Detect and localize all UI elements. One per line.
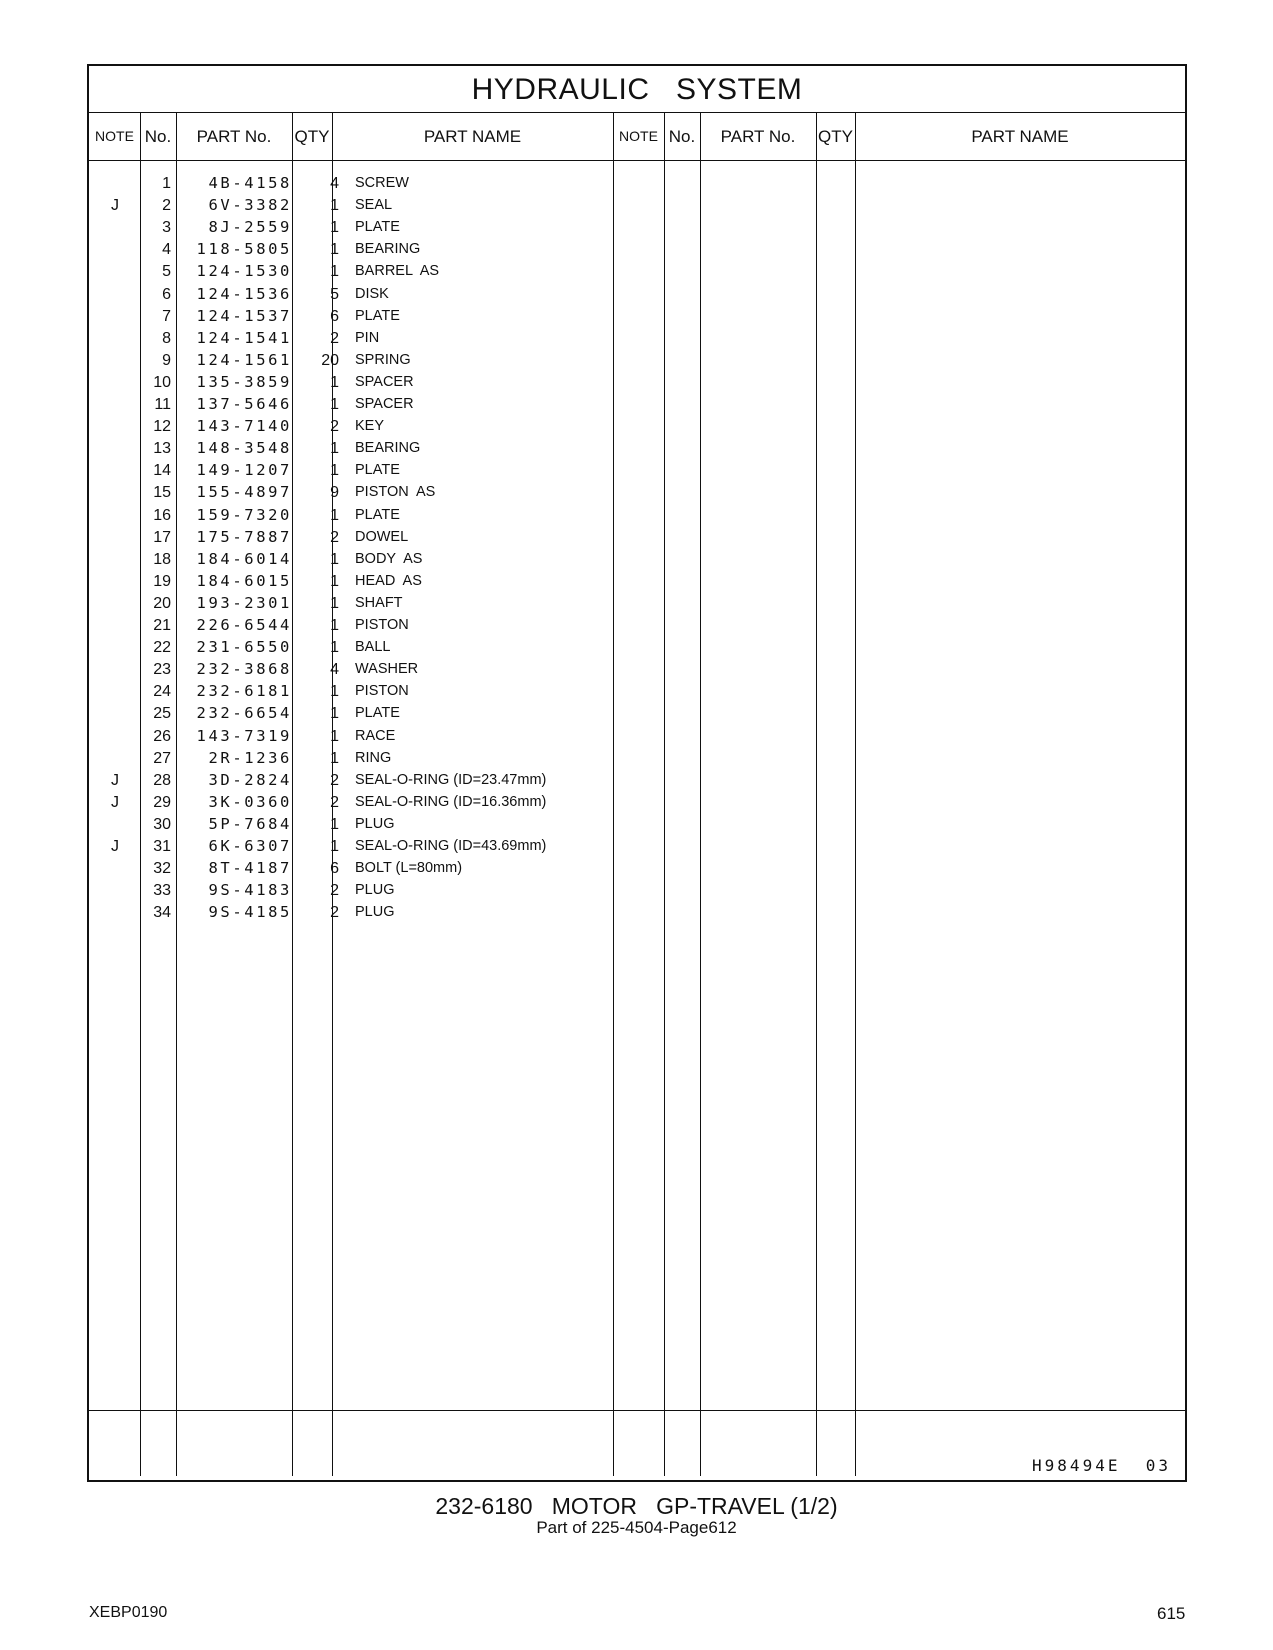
quantity-cell: 1	[330, 550, 339, 568]
item-number-cell: 27	[153, 749, 171, 767]
table-row	[89, 680, 1185, 703]
item-number-cell: 4	[162, 241, 171, 259]
part-number-cell: 231-6550	[196, 638, 292, 657]
part-name-cell: PLATE	[355, 307, 400, 324]
part-number-cell: 8J-2559	[208, 218, 292, 237]
quantity-cell: 1	[330, 506, 339, 524]
table-row	[89, 216, 1185, 239]
item-number-cell: 24	[153, 683, 171, 701]
part-name-cell: DOWEL	[355, 528, 409, 545]
item-number-cell: 21	[153, 617, 171, 634]
table-bottom-rule	[89, 1410, 1185, 1411]
part-number-cell: 137-5646	[196, 395, 292, 413]
item-number-cell: 18	[153, 550, 171, 568]
quantity-cell: 1	[330, 263, 339, 281]
table-row	[89, 283, 1185, 306]
part-name-cell: BEARING	[355, 241, 421, 258]
quantity-cell: 2	[330, 771, 339, 789]
part-number-cell: 159-7320	[196, 505, 292, 524]
table-row	[89, 459, 1185, 482]
part-name-cell: PLUG	[355, 882, 395, 899]
part-name-cell: BALL	[355, 639, 391, 656]
header-qty-right: QTY	[818, 127, 853, 146]
part-name-cell: SEAL-O-RING (ID=43.69mm)	[355, 838, 547, 854]
table-row	[89, 504, 1185, 527]
header-qty: QTY	[294, 127, 330, 146]
item-number-cell: 22	[153, 639, 171, 657]
item-number-cell: 17	[153, 528, 171, 546]
part-name-cell: PLUG	[355, 904, 395, 921]
part-name-cell: PLATE	[355, 705, 400, 722]
part-name-cell: SEAL-O-RING (ID=16.36mm)	[355, 793, 547, 810]
item-number-cell: 2	[162, 197, 171, 215]
quantity-cell: 1	[330, 838, 339, 855]
table-row	[89, 658, 1185, 681]
table-row	[89, 570, 1185, 593]
part-number-cell: 143-7319	[196, 726, 292, 745]
quantity-cell: 1	[330, 683, 339, 701]
part-name-cell: SCREW	[355, 175, 409, 191]
item-number-cell: 6	[162, 285, 171, 303]
part-number-cell: 124-1561	[196, 350, 292, 369]
part-name-cell: BODY AS	[355, 550, 423, 567]
part-name-cell: BOLT (L=80mm)	[355, 860, 463, 877]
note-cell: J	[111, 838, 119, 855]
part-number-cell: 124-1541	[196, 328, 292, 347]
part-number-cell: 9S-4183	[208, 881, 292, 900]
item-number-cell: 28	[153, 771, 171, 789]
part-number-cell: 193-2301	[196, 593, 292, 612]
part-number-cell: 4B-4158	[208, 174, 292, 192]
item-number-cell: 33	[153, 882, 171, 900]
header-rule	[89, 160, 1185, 161]
table-row	[89, 238, 1185, 261]
table-row	[89, 879, 1185, 902]
table-row	[89, 548, 1185, 571]
part-number-cell: 184-6015	[196, 571, 292, 590]
part-number-cell: 118-5805	[196, 240, 292, 259]
quantity-cell: 1	[330, 749, 339, 767]
part-name-cell: KEY	[355, 418, 385, 435]
part-name-cell: PISTON AS	[355, 484, 436, 501]
quantity-cell: 1	[330, 594, 339, 612]
part-name-cell: PISTON	[355, 683, 409, 700]
item-number-cell: 9	[162, 351, 171, 369]
part-number-cell: 143-7140	[196, 417, 292, 436]
drawing-code: H98494E 03	[1032, 1456, 1171, 1475]
part-number-cell: 232-6181	[196, 682, 292, 701]
item-number-cell: 32	[153, 860, 171, 878]
header-part-name-right: PART NAME	[971, 127, 1069, 146]
part-name-cell: PLATE	[355, 462, 400, 479]
part-name-cell: SPRING	[355, 351, 411, 368]
item-number-cell: 20	[153, 594, 171, 612]
table-row	[89, 327, 1185, 350]
part-number-cell: 124-1530	[196, 262, 292, 281]
item-number-cell: 1	[162, 175, 171, 192]
part-name-cell: SEAL-O-RING (ID=23.47mm)	[355, 771, 547, 788]
table-row	[89, 636, 1185, 659]
part-name-cell: PLATE	[355, 219, 400, 236]
item-number-cell: 14	[153, 462, 171, 480]
header-part-name: PART NAME	[423, 127, 522, 146]
part-name-cell: DISK	[355, 285, 389, 302]
item-number-cell: 12	[153, 418, 171, 436]
item-number-cell: 3	[162, 219, 171, 237]
table-row	[89, 393, 1185, 416]
part-name-cell: PLATE	[355, 506, 400, 523]
table-row	[89, 702, 1185, 725]
quantity-cell: 2	[330, 528, 339, 546]
header-part-no-right: PART No.	[720, 127, 796, 146]
part-name-cell: HEAD AS	[355, 572, 422, 589]
quantity-cell: 20	[321, 351, 339, 369]
item-number-cell: 7	[162, 307, 171, 325]
quantity-cell: 6	[330, 307, 339, 325]
note-cell: J	[111, 771, 119, 789]
item-number-cell: 15	[153, 484, 171, 502]
quantity-cell: 2	[330, 793, 339, 811]
part-number-cell: 9S-4185	[208, 903, 292, 922]
assembly-caption: 232-6180 MOTOR GP-TRAVEL (1/2)	[435, 1493, 838, 1519]
table-row	[89, 305, 1185, 328]
note-cell: J	[111, 197, 119, 215]
item-number-cell: 30	[153, 815, 171, 833]
table-row	[89, 747, 1185, 770]
table-row	[89, 835, 1185, 858]
item-number-cell: 23	[153, 661, 171, 679]
table-row	[89, 592, 1185, 615]
table-row	[89, 194, 1185, 217]
quantity-cell: 1	[330, 440, 339, 458]
header-note-right: NOTE	[619, 128, 658, 144]
part-number-cell: 8T-4187	[208, 859, 292, 878]
item-number-cell: 10	[153, 373, 171, 391]
note-cell: J	[111, 793, 119, 811]
header-no: No.	[144, 127, 172, 146]
part-name-cell: PISTON	[355, 617, 409, 633]
item-number-cell: 25	[153, 705, 171, 723]
table-row	[89, 349, 1185, 372]
item-number-cell: 13	[153, 440, 171, 458]
quantity-cell: 2	[330, 882, 339, 900]
part-number-cell: 3K-0360	[208, 792, 292, 811]
quantity-cell: 1	[330, 197, 339, 215]
table-row	[89, 769, 1185, 792]
item-number-cell: 29	[153, 793, 171, 811]
part-number-cell: 124-1537	[196, 306, 292, 325]
table-row	[89, 481, 1185, 504]
part-name-cell: BEARING	[355, 440, 421, 457]
quantity-cell: 4	[330, 175, 339, 192]
table-row	[89, 614, 1185, 637]
table-row	[89, 437, 1185, 460]
header-note: NOTE	[95, 128, 134, 144]
document-id: XEBP0190	[89, 1604, 168, 1621]
quantity-cell: 1	[330, 462, 339, 480]
quantity-cell: 2	[330, 418, 339, 436]
table-row	[89, 172, 1185, 195]
table-row	[89, 415, 1185, 438]
part-name-cell: RACE	[355, 727, 396, 744]
part-number-cell: 3D-2824	[208, 770, 292, 789]
part-name-cell: SPACER	[355, 373, 414, 390]
part-number-cell: 232-6654	[196, 704, 292, 723]
quantity-cell: 1	[330, 727, 339, 745]
quantity-cell: 1	[330, 219, 339, 237]
item-number-cell: 8	[162, 329, 171, 347]
quantity-cell: 1	[330, 241, 339, 259]
assembly-subcaption: Part of 225-4504-Page612	[536, 1518, 737, 1537]
part-name-cell: RING	[355, 749, 392, 766]
quantity-cell: 5	[330, 285, 339, 303]
part-name-cell: BARREL AS	[355, 263, 440, 280]
part-number-cell: 175-7887	[196, 527, 292, 546]
quantity-cell: 1	[330, 617, 339, 634]
part-number-cell: 2R-1236	[208, 748, 292, 767]
item-number-cell: 31	[153, 838, 171, 855]
item-number-cell: 11	[154, 396, 171, 413]
part-number-cell: 6K-6307	[208, 837, 292, 855]
item-number-cell: 19	[153, 572, 171, 590]
item-number-cell: 26	[153, 727, 171, 745]
part-name-cell: WASHER	[355, 661, 419, 678]
table-row	[89, 260, 1185, 283]
part-number-cell: 135-3859	[196, 372, 292, 391]
section-title: HYDRAULIC SYSTEM	[89, 66, 1185, 113]
part-name-cell: SHAFT	[355, 594, 403, 611]
quantity-cell: 1	[330, 705, 339, 723]
part-number-cell: 124-1536	[196, 284, 292, 303]
quantity-cell: 1	[330, 815, 339, 833]
part-name-cell: PIN	[355, 329, 380, 346]
part-name-cell: PLUG	[355, 815, 395, 832]
part-name-cell: SPACER	[355, 396, 414, 412]
quantity-cell: 9	[330, 484, 339, 502]
page-number: 615	[1157, 1604, 1186, 1623]
quantity-cell: 2	[330, 904, 339, 922]
quantity-cell: 2	[330, 329, 339, 347]
table-row	[89, 526, 1185, 549]
item-number-cell: 5	[162, 263, 171, 281]
table-row	[89, 725, 1185, 748]
quantity-cell: 1	[330, 396, 339, 413]
table-row	[89, 371, 1185, 394]
part-number-cell: 226-6544	[196, 616, 292, 634]
quantity-cell: 4	[330, 661, 339, 679]
table-row	[89, 791, 1185, 814]
table-row	[89, 857, 1185, 880]
item-number-cell: 16	[153, 506, 171, 524]
table-row	[89, 813, 1185, 836]
part-number-cell: 148-3548	[196, 439, 292, 458]
quantity-cell: 1	[330, 639, 339, 657]
item-number-cell: 34	[153, 904, 171, 922]
quantity-cell: 1	[330, 373, 339, 391]
part-number-cell: 232-3868	[196, 660, 292, 679]
part-number-cell: 5P-7684	[208, 814, 292, 833]
part-number-cell: 184-6014	[196, 549, 292, 568]
parts-list-frame	[87, 64, 1187, 1482]
part-name-cell: SEAL	[355, 197, 393, 214]
header-no-right: No.	[668, 127, 696, 146]
part-number-cell: 6V-3382	[208, 196, 292, 215]
table-row	[89, 901, 1185, 924]
header-part-no: PART No.	[196, 127, 272, 146]
part-number-cell: 155-4897	[196, 483, 292, 502]
part-number-cell: 149-1207	[196, 461, 292, 480]
quantity-cell: 1	[330, 572, 339, 590]
quantity-cell: 6	[330, 860, 339, 878]
